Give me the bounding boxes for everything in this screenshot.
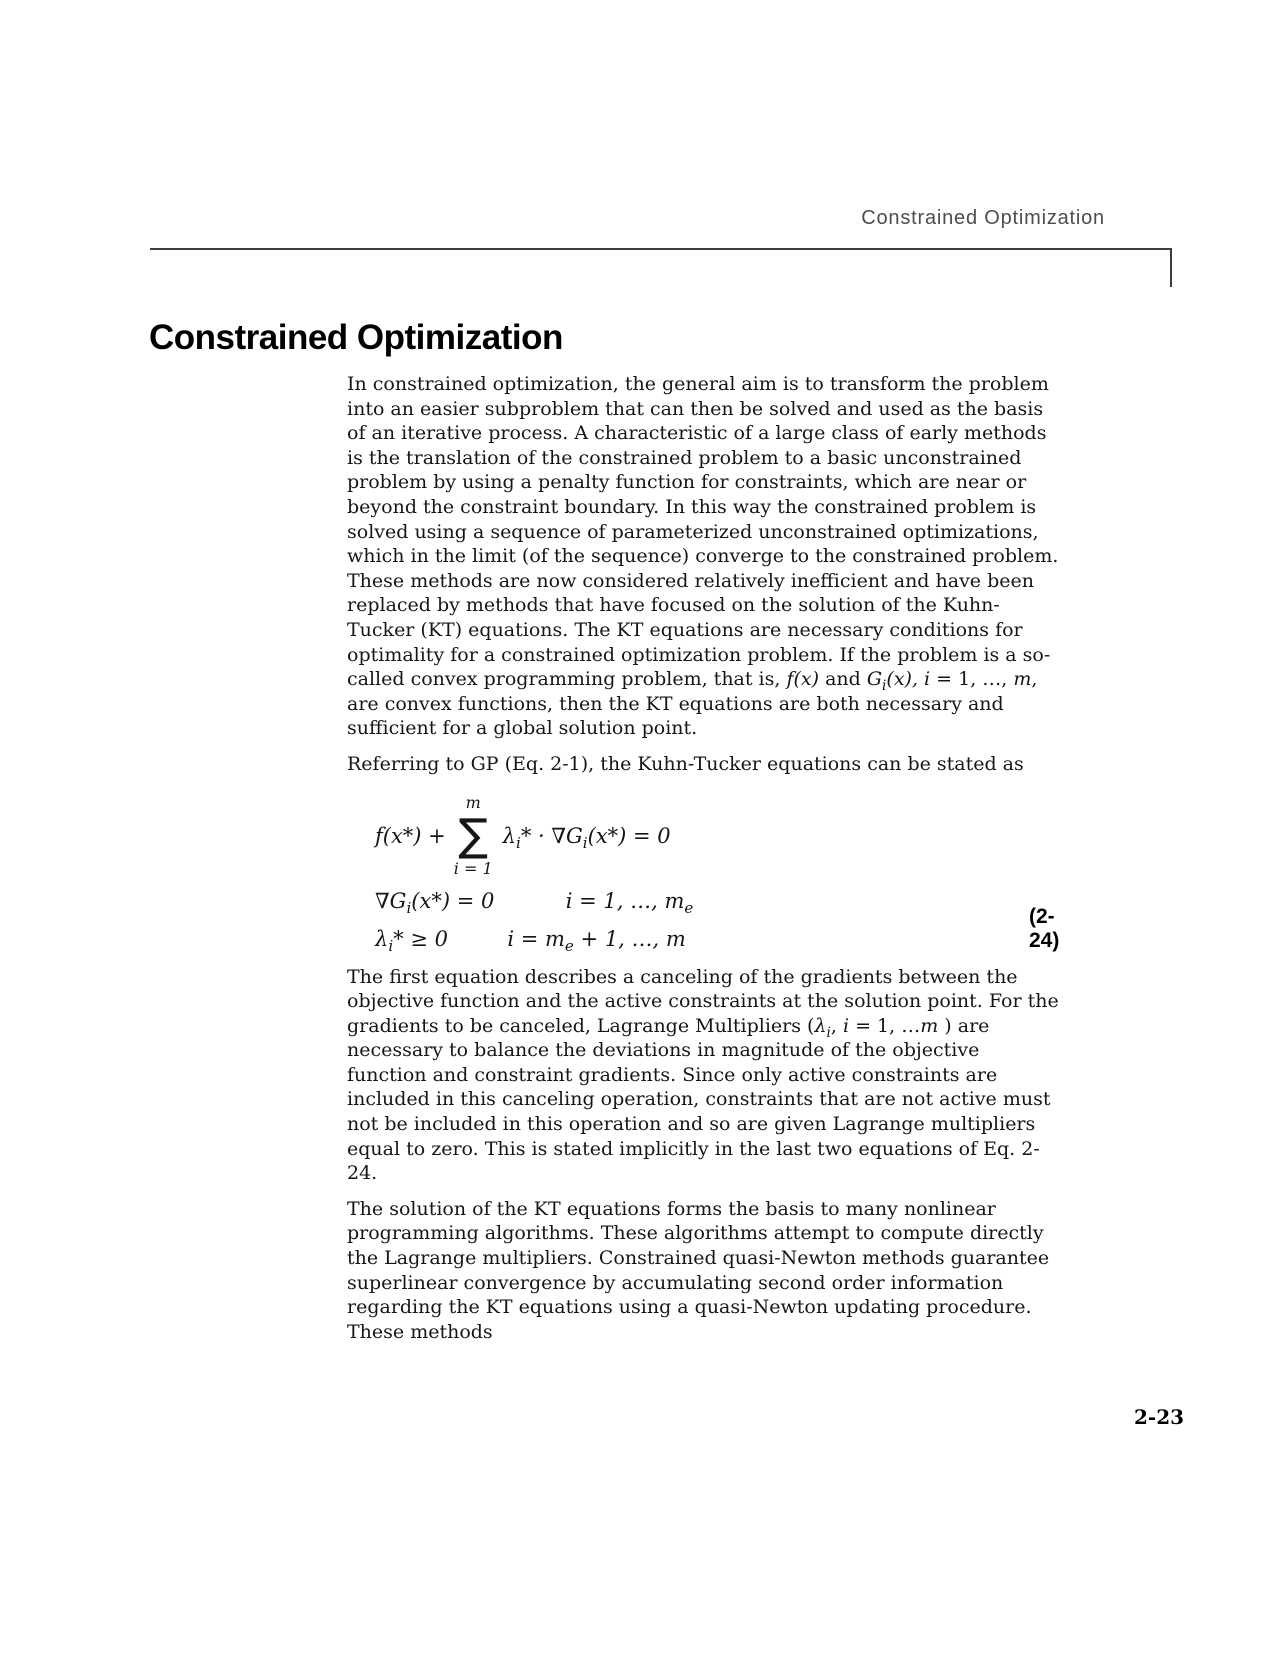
equation-line-3 (375, 926, 1061, 955)
lambda-term: λ (502, 823, 516, 848)
eq1-rhs (502, 823, 671, 852)
eq3-condition (507, 926, 686, 955)
page-title: Constrained Optimization (149, 318, 563, 357)
header-rule-corner-tick (1170, 250, 1172, 287)
gradient-term: * · ∇G (520, 823, 583, 848)
eq2-grad: ∇G (375, 888, 407, 913)
body-column (347, 372, 1061, 1355)
page-number: 2-23 (1134, 1405, 1185, 1429)
eq1-tail: (x*) = 0 (587, 823, 671, 848)
lambda-subscript: i (515, 833, 521, 852)
eq2-tail: (x*) = 0 (411, 888, 495, 913)
header-rule (150, 248, 1172, 250)
sigma-glyph: ∑ (458, 809, 489, 861)
summation-upper-limit: m (465, 792, 481, 812)
equation-block (347, 792, 1061, 955)
eq1-lhs: f(x*) + (375, 823, 446, 848)
paragraph-first-equation: The first equation describes a canceling of the gradients between the objective function and the active constraints at the solution point. For the gradients to be canceled, Lagrange Multipliers ($\lambda_i$, i = 1, …m ) are necessary to balance the deviations in magnitude of the objective function and constraint gradients. Since only active constraints are included in this canceling operation, constraints that are not active must not be included in this operation and so are given Lagrange multipliers equal to zero. This is stated implicitly in the last two equations of Eq. 2-24. (347, 965, 1059, 1185)
equation-line-1 (375, 793, 1061, 879)
eq3-lambda: λ (375, 926, 389, 951)
summation-symbol (454, 793, 493, 879)
paragraph-intro: In constrained optimization, the general aim is to transform the problem into an easier subproblem that can then be solved and used as the basis of an iterative process. A characteristic of a large class of early methods is the translation of the constrained problem to a basic unconstrained problem by using a penalty function for constraints, which are near or beyond the constraint boundary. In this way the constrained problem is solved using a sequence of parameterized unconstrained optimizations, which in the limit (of the sequence) converge to the constrained problem. These methods are now considered relatively inefficient and have been replaced by methods that have focused on the solution of the Kuhn-Tucker (KT) equations. The KT equations are necessary conditions for optimality for a constrained optimization problem. If the problem is a so-called convex programming problem, that is, f(x) and $G_i(x)$, i = 1, …, m, are convex functions, then the KT equations are both necessary and sufficient for a global solution point. (347, 373, 1059, 740)
paragraph-referring: Referring to GP (Eq. 2-1), the Kuhn-Tucker equations can be stated as (347, 752, 1024, 775)
eq3-lhs (375, 926, 448, 955)
equation-number: (2-24) (1029, 904, 1060, 952)
eq2-condition (565, 888, 694, 917)
eq2-cond-subscript: e (684, 898, 694, 917)
eq2-cond-text: i = 1, …, m (565, 888, 685, 913)
summation-lower-limit: i = 1 (453, 858, 493, 878)
eq2-lhs (375, 888, 495, 917)
eq3-cond-subscript: e (564, 936, 574, 955)
eq3-subscript: i (388, 936, 394, 955)
paragraph-kt-solution: The solution of the KT equations forms the basis to many nonlinear programming algorithms. These algorithms attempt to compute directly the Lagrange multipliers. Constrained quasi-Newton methods guarantee superlinear convergence by accumulating second order information regarding the KT equations using a quasi-Newton updating procedure. These methods (347, 1197, 1050, 1343)
eq3-cond-text: i = m (507, 926, 565, 951)
eq3-cond-tail: + 1, …, m (573, 926, 686, 951)
g-subscript: i (582, 833, 588, 852)
equation-line-2 (375, 888, 1061, 917)
eq2-subscript: i (406, 898, 412, 917)
running-head: Constrained Optimization (861, 207, 1105, 229)
eq3-tail: * ≥ 0 (393, 926, 448, 951)
